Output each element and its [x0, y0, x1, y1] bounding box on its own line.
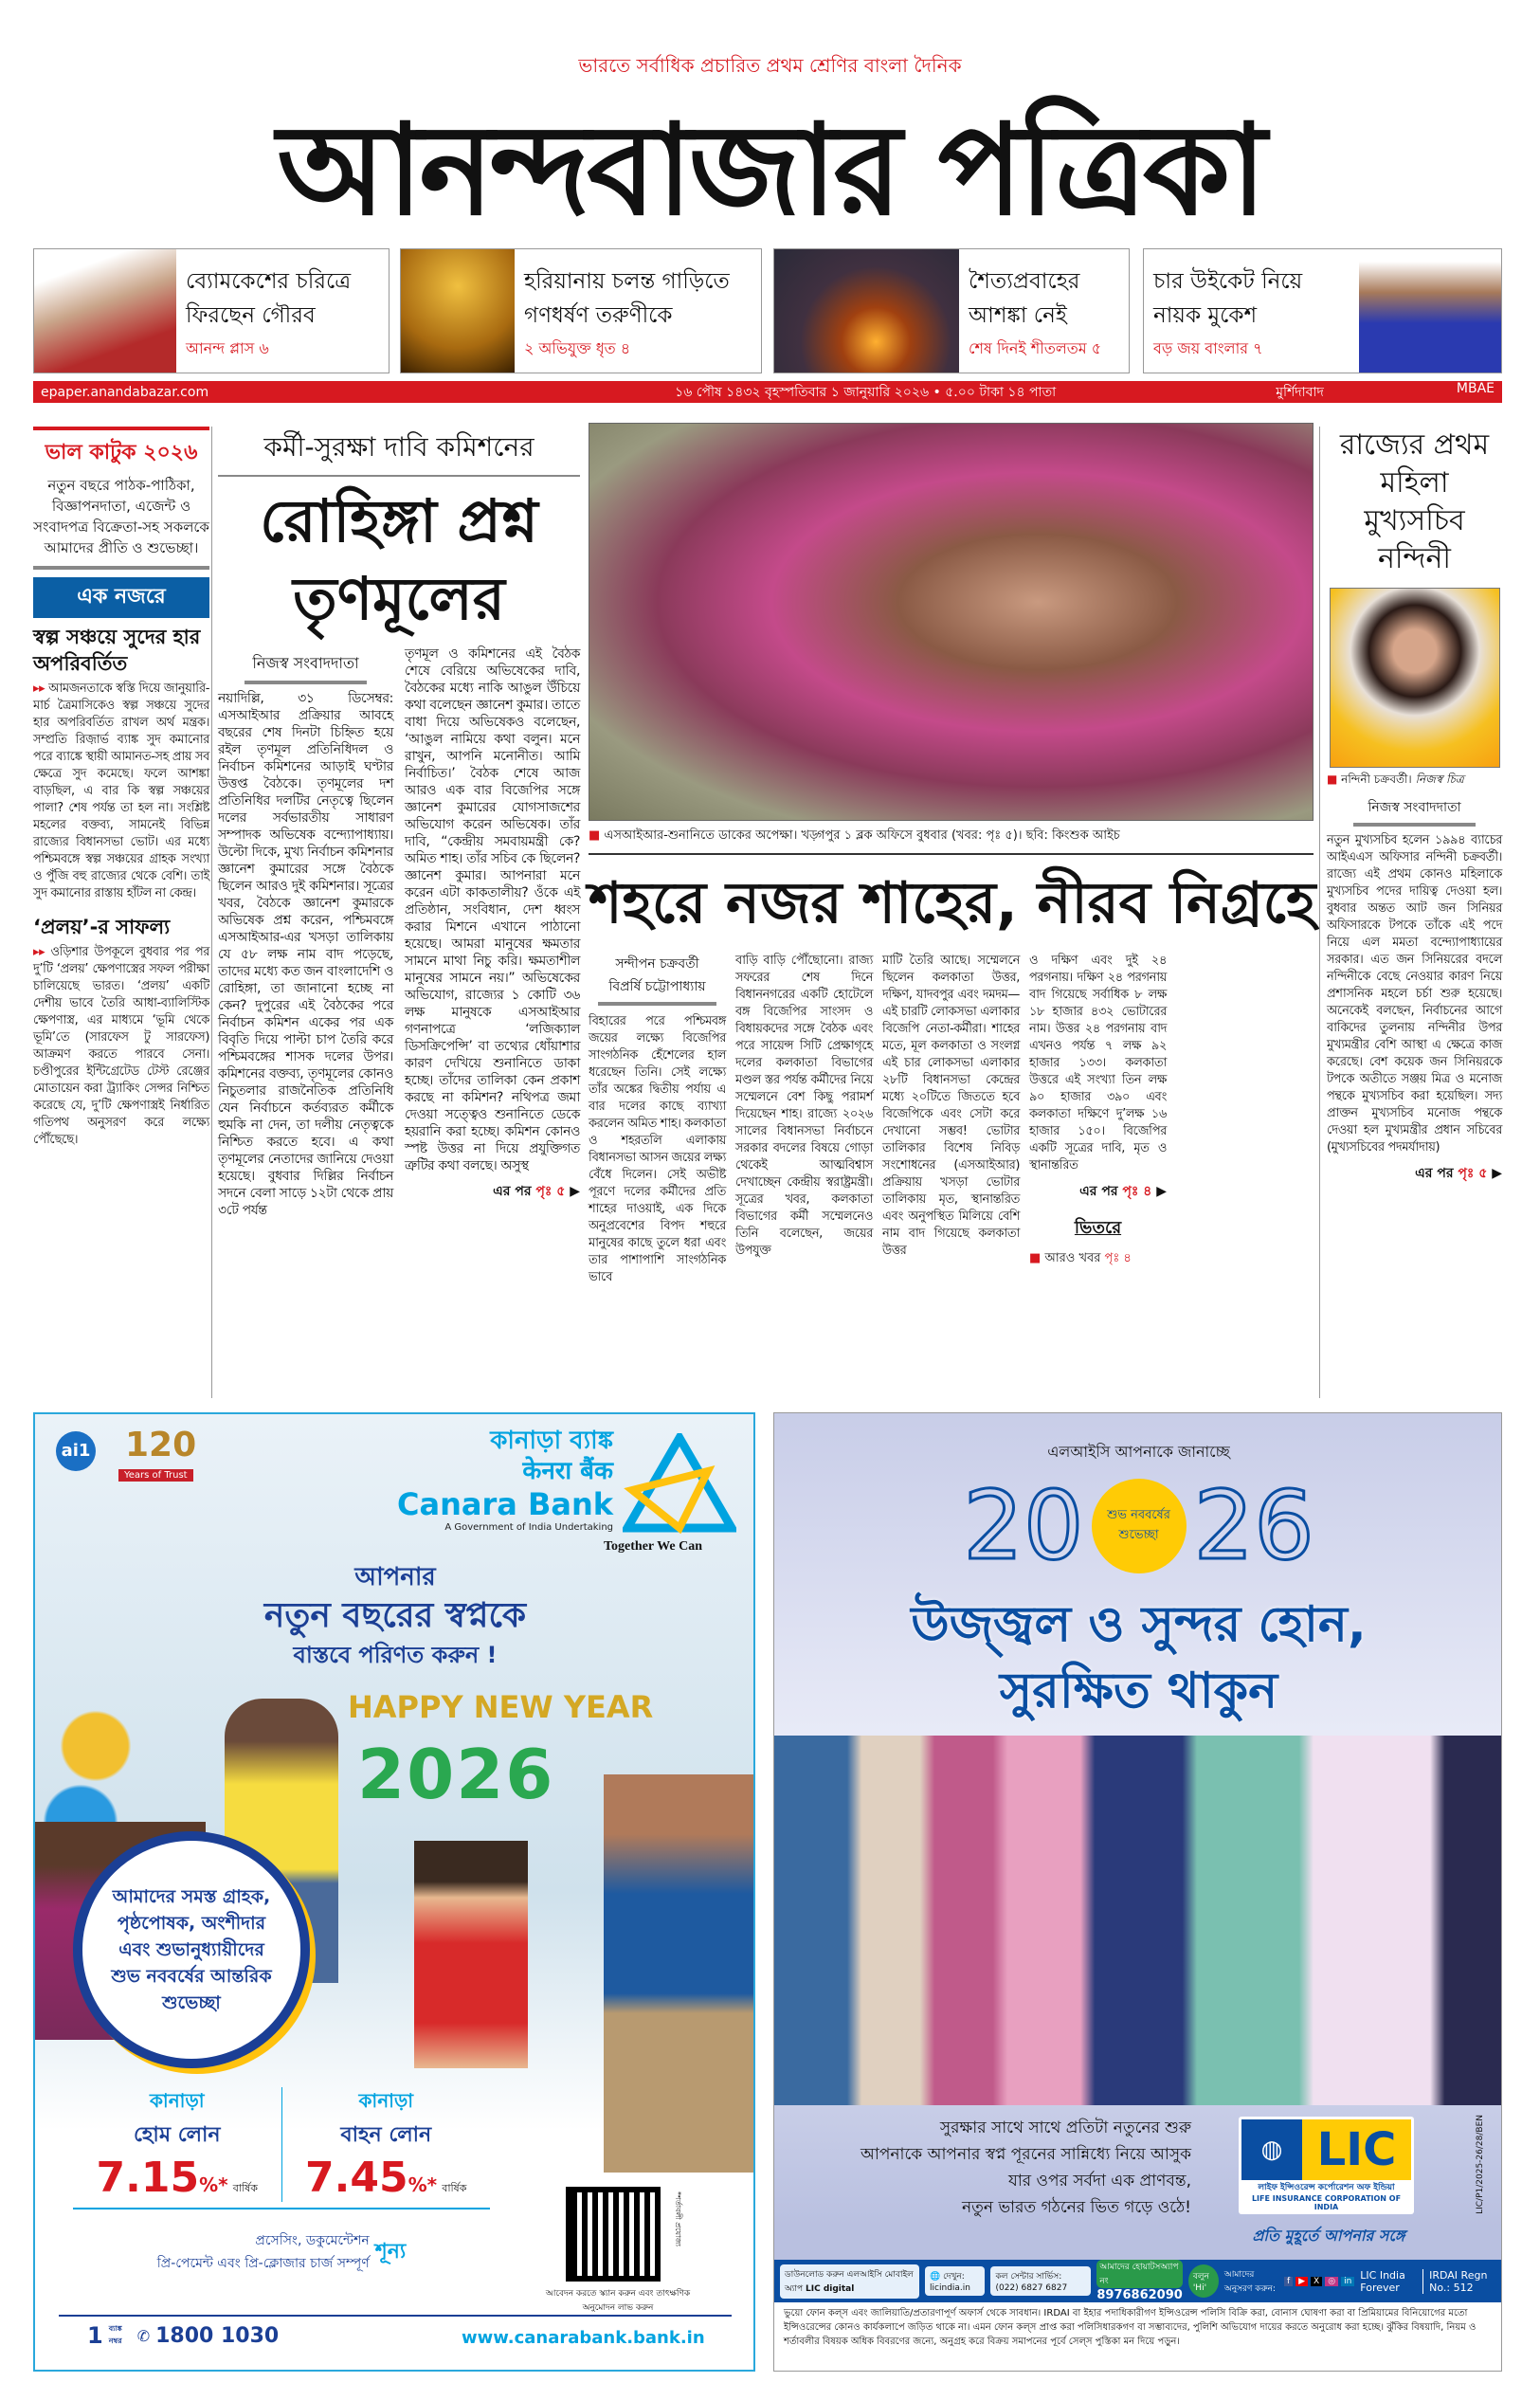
second-headline: শহরে নজর শাহের, নীরব নিগ্রহে [589, 870, 1316, 936]
second-col: বাড়ি বাড়ি পৌঁছোনো। রাজ্য সফরের শেষ দিনে বিধাননগরের একটি হোটেলে বঙ্গ বিজেপির সাংসদ ও বিধায়কদের সঙ্গে বৈঠক এবং পরে সায়েন্স সিটি প্রেক্ষাগৃহে দলের কলকাতা বিভাগের মণ্ডল স্তর পর্যন্ত কর্মীদের নিয়ে সম্মেলনে বেশ কিছু পরামর্শ দিয়েছেন শাহ। রাজ্যে ২০২৬ সালের বিধানসভা নির্বাচনে সরকার বদলের বিষয়ে গোড়া থেকেই আত্মবিশ্বাস দেখাচ্ছেন কেন্দ্রীয় স্বরাষ্ট্রমন্ত্রী। সূত্রের খবর, কলকাতা বিভাগের কর্মী সম্মেলনেও তিনি বলেছেন, জয়ের উপযুক্ত [735, 954, 873, 1258]
lic-code: LIC/P1/2025-26/28/BEN [1476, 2115, 1485, 2214]
inside-label: ভিতরে [1074, 1218, 1122, 1238]
irdai-number: IRDAI Regn No.: 512 [1422, 2269, 1497, 2294]
right-text: নতুন মুখ্যসচিব হলেন ১৯৯৪ ব্যাচের আইএএস অফিসার নন্দিনী চক্রবর্তী। রাজ্যে এই প্রথম কোনও মহিলাকে মুখ্যসচিব পদের দায়িত্ব দেওয়া হল। বুধবার অন্তত আট জন সিনিয়র অফিসারকে টপকে তাঁকে এই পদে নিয়ে এল মমতা বন্দ্যোপাধ্যায়ের সরকার। এত জন সিনিয়রের বদলে নন্দিনীকে বেছে নেওয়ার কারণ নিয়ে প্রশাসনিক মহলে চর্চা শুরু হয়েছে। অনেকেই বলছেন, নির্বাচনের আগে বাকিদের তুলনায় নন্দিনীর উপর মুখ্যমন্ত্রীর বেশি আস্থা এ ক্ষেত্রে কাজ করেছে। বেশ কয়েক জন সিনিয়রকে টপকে অতীতে সঞ্জয় মিত্র ও মনোজ পন্থকে মুখ্যসচিব করা হয়েছিল। সদ্য প্রাক্তন মুখ্যসচিব মনোজ পন্থকে দেওয়া হল মুখ্যমন্ত্রীর প্রধান সচিবের (মুখ্যসচিবের পদমর্যাদায়) [1327, 833, 1502, 1155]
lead-col2: তৃণমূল ও কমিশনের এই বৈঠক শেষে বেরিয়ে অভিষেকের দাবি, বৈঠকের মধ্যে নাকি আঙুল উঁচিয়ে কথা বলেছেন জ্ঞানেশ কুমার। তাতে বাধা দিয়ে অভিষেকও বলেছেন, ‘আঙুল নামিয়ে কথা বলুন। মনে রাখুন, আপনি মনোনীত। আমি নির্বাচিত।’ বৈঠক শেষে আজ আরও এক বার বিজেপির সঙ্গে জ্ঞানেশ কুমারের যোগসাজশের অভিযোগ করেন অভিষেক। তাঁর দাবি, “কেন্দ্রীয় সমবায়মন্ত্রী কে? অমিত শাহ। তাঁর সচিব কে ছিলেন? জ্ঞানেশ কুমার। আপনারা মনে করেন এটা কাকতালীয়? ওঁকে এই প্রতিষ্ঠান, সংবিধান, দেশ ধ্বংস করার মিশনে এখানে পাঠানো হয়েছে। আমরা মানুষের ক্ষমতার সামনে মাথা নিচু করি। ক্ষমতাশীল মানুষের সামনে নয়।” অভিষেকের অভিযোগ, রাজ্যের ১ কোটি ৩৬ লক্ষ মানুষকে এসআইআর গণনাপত্রে ‘লজিক্যাল ডিসক্রিপেন্সি’ বা তথ্যের ধোঁয়াশার কারণ দেখিয়ে শুনানিতে ডাকা হচ্ছে। তাঁদের তালিকা কেন প্রকাশ করছে না কমিশন? নথিপত্র জমা দেওয়া সত্ত্বেও শুনানিতে ডেকে হয়রানি করা হচ্ছে। কমিশন কোনও স্পষ্ট উত্তর না দিয়ে প্রযুক্তিগত ত্রুটির কথা বলছে। অসুস্থ [405, 646, 580, 1173]
lead-headline: রোহিঙ্গা প্রশ্ন তৃণমূলের [260, 486, 538, 633]
years-label: Years of Trust [118, 1469, 193, 1482]
lic-2026-logo: 20 শুভ নববর্ষের শুভেচ্ছা 26 [963, 1469, 1314, 1581]
globe-icon: 🌐 [930, 2272, 941, 2282]
phone-icon: ✆ [136, 2326, 151, 2345]
teaser-photo-hand [401, 249, 515, 373]
lic-call-center[interactable]: কল সেন্টার সার্ভিস: (022) 6827 6827 [990, 2266, 1091, 2296]
lic-disclaimer: ভুয়ো ফোন কল্স এবং জালিয়াতি/প্রতারণাপূর্ণ অফার্স থেকে সাবধান। IRDAI বা ইহার পদাধিকারীগণ ইন্সিওরেন্স পলিসি বিক্রি করা, বোনাস ঘোষণা করা বা প্রিমিয়ামের বিনিয়োগের মতো ইন্সিওরেন্সের কোনও কার্যকলাপে জড়িত থাকে না। এমন ফোন কল্স প্রাপ্ত করা পলিসিধারকগণ বা সম্ভাব্যদের, পুলিশি অভিযোগ দায়ের করতে অনুরোধ করা হচ্ছে। ঝুঁকির বিষয়াদি, নিয়ম ও শর্তাবলীর বিষয়ক অধিক বিবরণের জন্যে, অনুগ্রহ করে বিক্রয় সমাপনের পূর্বে সেল্স পুস্তিকা মন দিয়ে পড়ুন। [774, 2302, 1502, 2372]
photo-caption: ■ এসআইআর-শুনানিতে ডাকের অপেক্ষা। খড়্গপুর ১ ব্লক অফিসে বুধবার (খবর: পৃঃ ৫)। ছবি: কিংশুক আইচ [589, 828, 1120, 843]
teaser-headline: ব্যোমকেশের চরিত্রে ফিরছেন গৌরব [186, 269, 352, 328]
say-hi-bubble: বলুন 'Hi' [1188, 2264, 1219, 2298]
teaser-headline: হরিয়ানায় চলন্ত গাড়িতে গণধর্ষণ তরুণীকে [524, 269, 730, 328]
lic-whatsapp[interactable]: আমাদের হোয়াটসঅ্যাপ নং 8976862090 [1096, 2260, 1182, 2302]
brief-text: ▸▸ ওড়িশার উপকূলে বুধবার পর পর দু’টি ‘প্রলয়’ ক্ষেপণাস্ত্রের সফল পরীক্ষা চালিয়েছে ভারত। ‘প্রলয়’ একটি দেশীয় ভাবে তৈরি আধা-ব্যালিস্টিক ক্ষেপণাস্ত্র, এর মাধ্যমে ‘ভূমি থেকে ভূমি’তে (সারফেস টু সারফেস) আক্রমণ করতে পারবে সেনা। চণ্ডীপুরের ইন্টিগ্রেটেড টেস্ট রেঞ্জের মোতায়েন করা ট্র্যাকিং সেন্সর নিশ্চিত করেছে যে, দু’টি ক্ষেপণাস্ত্রই নির্ধারিত গতিপথ অনুসরণ করে লক্ষ্যে পৌঁছেছে। [33, 945, 210, 1147]
lead-kicker: কর্মী-সুরক্ষা দাবি কমিশনের [218, 427, 580, 477]
dateline-bar [33, 381, 1502, 403]
lic-digital-app[interactable]: ডাউনলোড করুন এলআইসি মোবাইল অ্যাপ LIC digital [780, 2264, 919, 2299]
continued-link[interactable]: এর পর পৃঃ ৫ ▶ [493, 1184, 580, 1199]
second-col: বিহারের পরে পশ্চিমবঙ্গ জয়ের লক্ষ্যে বিজেপির সাংগঠনিক হেঁশেলের হাল ধরেছেন তিনি। সেই লক্ষ্যে তাঁর অঙ্কের দ্বিতীয় পর্যায় এ বার দলের কাছে ব্যাখ্যা করলেন অমিত শাহ। কলকাতা ও শহরতলি এলাকায় বিধানসভা আসন জয়ের লক্ষ্য বেঁধে দিলেন। সেই অভীষ্ট পূরণে দলের কর্মীদের প্রতি শাহের দাওয়াই, এক দিকে অনুপ্রবেশের বিপদ শহুরে মানুষের কাছে তুলে ধরা এবং তার পাশাপাশি সাংগঠনিক ভাবে [589, 1014, 726, 1284]
lic-logo: ◍ LIC লাইফ ইন্সিওরেন্স কর্পোরেশন অফ ইন্ডিয়া LIFE INSURANCE CORPORATION OF INDIA [1239, 2117, 1414, 2214]
lic-headline: উজ্জ্বল ও সুন্দর হোন, সুরক্ষিত থাকুন [911, 1596, 1367, 1719]
right-photo-caption: ■ নন্দিনী চক্রবর্তী। নিজস্ব চিত্র [1327, 773, 1464, 786]
terms-note: *শর্তাবলী প্রযোজ্য [674, 2191, 682, 2246]
lic-tagline: সুরক্ষার সাথে সাথে প্রতিটা নতুনের শুরু আপনাকে আপনার স্বপ্ন পূরনের সান্নিধ্যে নিয়ে আসুক যার ওপর সর্বদা এক প্রাণবন্ত, নতুন ভারত গঠনের ভিত গড়ে ওঠে! [861, 2118, 1191, 2217]
date-price: ১৬ পৌষ ১৪৩২ বৃহস্পতিবার ১ জানুয়ারি ২০২৬ • ৫.০০ টাকা ১৪ পাতা [675, 384, 1057, 400]
teaser-box[interactable] [33, 248, 390, 373]
teaser-box[interactable] [400, 248, 762, 373]
right-byline: নিজস্ব সংবাদদাতা [1353, 796, 1477, 827]
linkedin-icon: in [1341, 2277, 1354, 2286]
teaser-ref: শেষ দিনই শীতলতম ৫ [969, 339, 1102, 357]
edition-code: MBAE [1456, 380, 1495, 396]
toll-free[interactable]: 1 ব্যাঙ্ক নম্বর ✆ 1800 1030 [87, 2322, 280, 2349]
continued-link[interactable]: এর পর পৃঃ ৪ ▶ [1079, 1184, 1167, 1199]
teaser-box[interactable] [773, 248, 1130, 373]
teaser-photo-cricketer [1359, 249, 1501, 373]
teaser-headline: চার উইকেট নিয়ে নায়ক মুকেশ [1153, 269, 1303, 328]
youtube-icon: ▶ [1295, 2277, 1308, 2286]
lead-byline: নিজস্ব সংবাদদাতা [245, 651, 368, 684]
second-col: মাটি তৈরি আছে। সম্মেলনে ছিলেন কলকাতা উত্তর, দক্ষিণ, যাদবপুর এবং দমদম— এই চারটি লোকসভা এলাকার বিজেপি নেতা-কর্মীরা। শাহের মতে, মূল কলকাতা ও সংলগ্ন এই চার লোকসভা এলাকার ২৮টি বিধানসভা কেন্দ্রের মধ্যে ২০টিতে জিততে হবে বিজেপিকে এবং সেটা করে দেখানো সম্ভব! ভোটার তালিকার বিশেষ নিবিড় সংশোধনের (এসআইআর) প্রক্রিয়ায় খসড়া ভোটার তালিকায় মৃত, স্থানান্তরিত এবং অনুপস্থিত মিলিয়ে বেশি নাম বাদ গিয়েছে কলকাতা উত্তর [882, 954, 1020, 1258]
greeting-text: নতুন বছরে পাঠক-পাঠিকা, বিজ্ঞাপনদাতা, এজেন্ট ও সংবাদপত্র বিক্রেতা-সহ সকলকে আমাদের প্রীতি ও শুভেচ্ছা। [33, 477, 209, 556]
lic-intro: এলআইসি আপনাকে জানাচ্ছে [1047, 1443, 1230, 1461]
right-story[interactable] [1327, 427, 1502, 1185]
brief-text-content: আমজনতাকে স্বস্তি দিয়ে জানুয়ারি-মার্চ ত্রৈমাসিকেও স্বল্প সঞ্চয়ে সুদের হার অপরিবর্তিত রাখল অর্থ মন্ত্রক। সম্প্রতি রিজ়ার্ভ ব্যাঙ্ক সুদ কমানোর পরে ব্যাঙ্কে স্থায়ী আমানত-সহ প্রায় সব ক্ষেত্রে সুদ কমেছে। ফলে আশঙ্কা বাড়ছিল, এ বার কি স্বল্প সঞ্চয়ের পালা? শেষ পর্যন্ত তা হল না। সংশ্লিষ্ট মহলের বক্তব্য, সামনেই বিভিন্ন রাজ্যের বিধানসভা ভোট। এর মধ্যে পশ্চিমবঙ্গে স্বল্প সঞ্চয়ের গ্রাহক সংখ্যা ও পুঁজি বহু রাজ্যের থেকে বেশি। তাই সুদ কমানোর রাস্তায় হাঁটল না কেন্দ্র। [33, 682, 209, 900]
home-loan[interactable]: কানাড়া হোম লোন 7.15%* বার্ষিক [73, 2087, 282, 2202]
qr-code[interactable] [566, 2187, 661, 2282]
left-column [33, 427, 209, 1149]
lic-group-photo [774, 1736, 1502, 2105]
canara-website[interactable]: www.canarabank.bank.in [462, 2328, 705, 2348]
ek-nojore-label: এক নজরে [33, 577, 209, 618]
lic-website[interactable]: 🌐 দেখুন: licindia.in [925, 2266, 985, 2296]
website-link[interactable]: epaper.anandabazar.com [41, 384, 209, 400]
lic-ad[interactable] [773, 1412, 1502, 2372]
greeting-title: ভাল কাটুক ২০২৬ [45, 441, 198, 464]
canara-bank-ad[interactable] [33, 1412, 755, 2372]
teaser-photo-actor [34, 249, 176, 373]
edition: মুর্শিদাবাদ [1276, 384, 1324, 400]
instagram-icon: ◎ [1325, 2277, 1338, 2286]
greeting-bubble: আমাদের সমস্ত গ্রাহক, পৃষ্ঠপোষক, অংশীদার এবং শুভানুধ্যায়ীদের শুভ নববর্ষের আন্তরিক শুভেচ্ছা [73, 1831, 310, 2068]
year-2026-text: 2026 [357, 1735, 555, 1814]
social-handle: LIC India Forever [1360, 2268, 1405, 2294]
teaser-ref: ২ অভিযুক্ত ধৃত ৪ [524, 339, 631, 357]
qr-caption: আবেদন করতে স্ক্যান করুন এবং তাৎক্ষণিক অনুমোদন লাভ করুন [545, 2289, 691, 2313]
teaser-photo-bonfire [774, 249, 959, 373]
rule [589, 853, 1314, 855]
follow-label: আমাদের অনুসরণ করুন: [1223, 2269, 1276, 2294]
canara-triangle-logo [623, 1433, 736, 1537]
facebook-icon: f [1284, 2277, 1293, 2286]
vehicle-loan[interactable]: কানাড়া বাহন লোন 7.45%* বার্ষিক [305, 2089, 467, 2202]
brief-headline: স্বল্প সঞ্চয়ে সুদের হার অপরিবর্তিত [33, 626, 201, 675]
teaser-headline: শৈত্যপ্রবাহের আশঙ্কা নেই [969, 269, 1080, 328]
greeting-box [33, 427, 209, 570]
social-icons[interactable] [1284, 2277, 1354, 2286]
masthead-title: আনন্দবাজার পত্রিকা [277, 97, 1263, 244]
second-story[interactable] [589, 953, 1314, 1286]
right-headline: রাজ্যের প্রথম মহিলা মুখ্যসচিব নন্দিনী [1339, 428, 1490, 575]
x-icon: X [1311, 2277, 1322, 2286]
column-divider [211, 427, 212, 1398]
second-byline: সন্দীপন চক্রবর্তী বিপ্রর্ষি চট্টোপাধ্যায় [598, 953, 716, 1006]
rule [59, 2315, 732, 2317]
lic-motto: প্রতি মুহূর্তে আপনার সঙ্গে [1252, 2227, 1405, 2245]
lead-photo-elderly-woman [589, 423, 1314, 821]
happy-new-year-banner: HAPPY NEW YEAR [348, 1689, 654, 1725]
zero-charges: প্রসেসিং, ডকুমেন্টেশন প্রি-পেমেন্ট এবং প্রি-ক্লোজার চার্জ সম্পূর্ণ শূন্য [156, 2233, 407, 2271]
brief-text: ▸▸ আমজনতাকে স্বস্তি দিয়ে জানুয়ারি-মার্চ ত্রৈমাসিকেও স্বল্প সঞ্চয়ে সুদের হার অপরিবর্তিত রাখল অর্থ মন্ত্রক। সম্প্রতি রিজ়ার্ভ ব্যাঙ্ক সুদ কমানোর পরে ব্যাঙ্কে স্থায়ী আমানত-সহ প্রায় সব ক্ষেত্রে সুদ কমেছে। ফলে আশঙ্কা বাড়ছিল, এ বার কি স্বল্প সঞ্চয়ের পালা? শেষ পর্যন্ত তা হল না। সংশ্লিষ্ট মহলের বক্তব্য, সামনেই বিভিন্ন রাজ্যের বিধানসভা ভোট। এর মধ্যে পশ্চিমবঙ্গে স্বল্প সঞ্চয়ের গ্রাহক সংখ্যা ও পুঁজি বহু রাজ্যের থেকে বেশি। তাই সুদ কমানোর রাস্তায় হাঁটল না কেন্দ্র। [33, 682, 209, 900]
teaser-box[interactable] [1143, 248, 1502, 373]
photo-caption-text: এসআইআর-শুনানিতে ডাকের অপেক্ষা। খড়্গপুর ১ ব্লক অফিসে বুধবার (খবর: পৃঃ ৫)। ছবি: কিংশুক আইচ [604, 828, 1120, 843]
loan-rates [73, 2087, 490, 2209]
second-col: ও দক্ষিণ এবং দুই ২৪ পরগনায়। দক্ষিণ ২৪ পরগনায় বাদ গিয়েছে সর্বাধিক ৮ লক্ষ ১৮ হাজার ৪৩২ ভোটারের নাম। উত্তর ২৪ পরগনায় বাদ এখনও পর্যন্ত ৭ লক্ষ ৯২ হাজার ১৩৩। কলকাতা উত্তরে এই সংখ্যা তিন লক্ষ ৯০ হাজার ৩৯০ এবং কলকাতা দক্ষিণে দু’লক্ষ ১৬ হাজার ১৫০। বিজেপির একটি সূত্রের দাবি, মৃত ও স্থানান্তরিত [1029, 954, 1167, 1173]
canara-logo-text: কানাড়া ব্যাঙ্ক केनरा बैंक Canara Bank A Government of India Undertaking [396, 1427, 613, 1533]
canara-headline: আপনার নতুন বছরের স্বপ্নকে বাস্তবে পরিণত করুন ! [263, 1563, 527, 1668]
canara-slogan: Together We Can [604, 1539, 702, 1554]
photo-nandini [1330, 588, 1500, 768]
lic-footer-bar [774, 2260, 1502, 2302]
years-badge: 120 [125, 1426, 197, 1464]
teaser-ref: আনন্দ প্লাস ৬ [186, 339, 269, 357]
continued-link[interactable]: এর পর পৃঃ ৫ ▶ [1415, 1166, 1502, 1181]
canara-ai1-badge: ai1 [56, 1431, 96, 1471]
lead-story[interactable] [218, 427, 580, 1219]
man-image [604, 1774, 755, 2173]
column-divider [1319, 427, 1320, 1398]
teaser-ref: বড় জয় বাংলার ৭ [1153, 339, 1263, 357]
brief-text-content: ওড়িশার উপকূলে বুধবার পর পর দু’টি ‘প্রলয়’ ক্ষেপণাস্ত্রের সফল পরীক্ষা চালিয়েছে ভারত। ‘প্রলয়’ একটি দেশীয় ভাবে তৈরি আধা-ব্যালিস্টিক ক্ষেপণাস্ত্র, এর মাধ্যমে ‘ভূমি থেকে ভূমি’তে (সারফেস টু সারফেস) আক্রমণ করতে পারবে সেনা। চণ্ডীপুরের ইন্টিগ্রেটেড টেস্ট রেঞ্জের মোতায়েন করা ট্র্যাকিং সেন্সর নিশ্চিত করেছে যে, দু’টি ক্ষেপণাস্ত্রই নির্ধারিত গতিপথ অনুসরণ করে লক্ষ্যে পৌঁছেছে। [33, 945, 210, 1147]
inside-link[interactable]: ■ আরও খবর পৃঃ ৪ [1029, 1251, 1132, 1265]
child-image [414, 1841, 528, 2068]
masthead-tagline: ভারতে সর্বাধিক প্রচারিত প্রথম শ্রেণির বাংলা দৈনিক [578, 54, 962, 77]
brief-headline: ‘প্রলয়’-র সাফল্য [33, 916, 171, 938]
lic-hands-emblem-icon: ◍ [1241, 2119, 1302, 2180]
lead-col1: নয়াদিল্লি, ৩১ ডিসেম্বর: এসআইআর প্রক্রিয়ার আবহে বছরের শেষ দিনটা চিহ্নিত হয়ে রইল তৃণমূল প্রতিনিধিদল ও নির্বাচন কমিশনের আড়াই ঘণ্টার উত্তপ্ত বৈঠকে। তৃণমূলের দশ প্রতিনিধির দলটির নেতৃত্বে ছিলেন দলের সর্বভারতীয় সাধারণ সম্পাদক অভিষেক বন্দ্যোপাধ্যায়। উল্টো দিকে, মুখ্য নির্বাচন কমিশনার জ্ঞানেশ কুমারের সঙ্গে বৈঠকে ছিলেন আরও দুই কমিশনার। সূত্রের খবর, বৈঠকে জ্ঞানেশ কুমারকে অভিষেক প্রশ্ন করেন, পশ্চিমবঙ্গে এসআইআর-এর খসড়া তালিকায় যে ৫৮ লক্ষ নাম বাদ পড়েছে, তাদের মধ্যে কত জন বাংলাদেশি ও রোহিঙ্গা, তা জানানো হচ্ছে না কেন? দুপুরের এই বৈঠকের পরে নির্বাচন কমিশন একের পর এক বিবৃতি দিয়ে পাল্টা চাপ তৈরি করে পশ্চিমবঙ্গের শাসক দলের উপর। কমিশনের বক্তব্য, তৃণমূলের কোনও নিচুতলার রাজনৈতিক প্রতিনিধি যেন নির্বাচনে কর্তব্যরত কর্মীকে হুমকি না দেন, তা দলীয় নেতৃত্বকে নিশ্চিত করতে হবে। এ কথা তৃণমূলের নেতাদের জানিয়ে দেওয়া হয়েছে। বুধবার দিল্লির নির্বাচন সদনে বেলা সাড়ে ১২টা থেকে প্রায় ৩টে পর্যন্ত [218, 691, 393, 1218]
